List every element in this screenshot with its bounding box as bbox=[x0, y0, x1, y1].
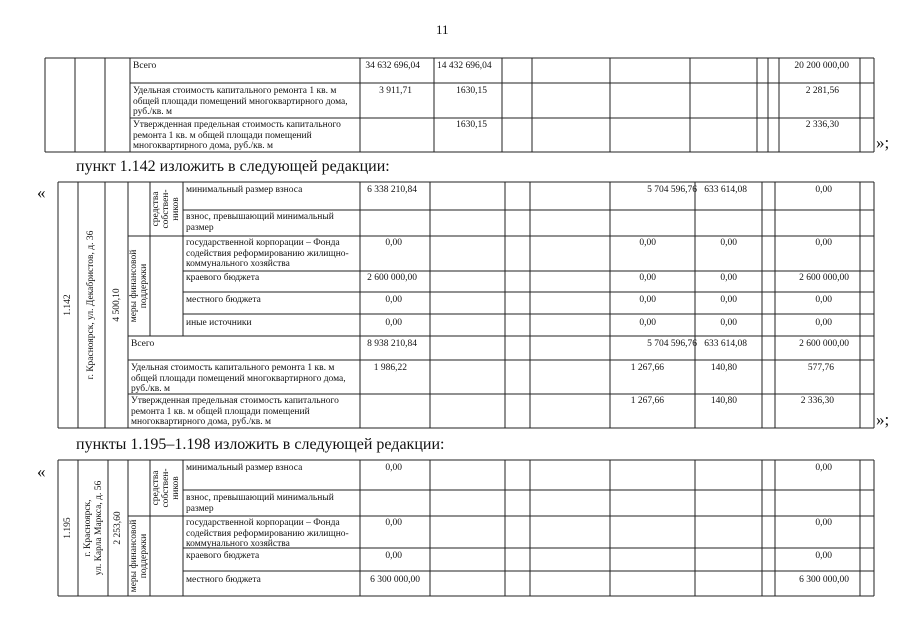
table-cell-label: государственной корпорации – Фонда содействия реформированию жилищно-коммунального хозяйства bbox=[186, 518, 349, 549]
table-cell-value: 1 986,22 bbox=[373, 363, 407, 373]
group-label-owners: средства собствен-ников bbox=[151, 468, 181, 508]
table-cell-value: 0,00 bbox=[815, 551, 832, 561]
group-label-support: меры финансовой поддержки bbox=[129, 519, 149, 593]
table-cell-value: 5 704 596,76 bbox=[647, 185, 697, 195]
table-cell-value: 6 300 000,00 bbox=[799, 575, 849, 585]
address-line2: ул. Карла Маркса, д. 56 bbox=[94, 480, 104, 576]
table-cell-value: 0,00 bbox=[639, 273, 656, 283]
table-cell-value: 0,00 bbox=[385, 318, 402, 328]
table-cell-label: Утвержденная предельная стоимость капитального ремонта 1 кв. м общей площади помещений многоквартирного дома, руб./кв. м bbox=[131, 396, 339, 427]
table-cell-label: краевого бюджета bbox=[186, 273, 260, 283]
area-cell: 4 500,10 bbox=[112, 288, 122, 322]
table-cell-label: Всего bbox=[131, 339, 155, 349]
opening-quote-mark: « bbox=[37, 462, 46, 481]
table-cell-label: местного бюджета bbox=[186, 575, 261, 585]
table-cell-value: 0,00 bbox=[720, 295, 737, 305]
table-cell-label: минимальный размер взноса bbox=[186, 185, 303, 195]
table-cell-value: 1630,15 bbox=[456, 86, 487, 96]
table-cell-value: 2 281,56 bbox=[805, 86, 839, 96]
table-cell-label: Удельная стоимость капитального ремонта 1 кв. м общей площади помещений многоквартирного дома, руб./кв. м bbox=[133, 86, 348, 117]
table-cell-value: 140,80 bbox=[710, 396, 737, 406]
table-cell-value: 2 600 000,00 bbox=[367, 273, 417, 283]
page-number: 11 bbox=[436, 22, 449, 37]
table-cell-label: краевого бюджета bbox=[186, 551, 260, 561]
table-cell-value: 0,00 bbox=[639, 238, 656, 248]
table-cell-value: 577,76 bbox=[807, 363, 834, 373]
address-cell: г. Красноярск, ул. Декабристов, д. 36 bbox=[86, 230, 96, 380]
table-cell-value: 6 338 210,84 bbox=[367, 185, 417, 195]
table-cell-value: 0,00 bbox=[720, 273, 737, 283]
table-cell-value: 2 336,30 bbox=[800, 396, 834, 406]
table-cell-value: 0,00 bbox=[720, 318, 737, 328]
opening-quote-mark: « bbox=[37, 183, 46, 202]
table-cell-value: 2 600 000,00 bbox=[799, 273, 849, 283]
section-heading: пункт 1.142 изложить в следующей редакции: bbox=[76, 158, 390, 175]
table-cell-value: 2 600 000,00 bbox=[799, 339, 849, 349]
table-cell-value: 1630,15 bbox=[456, 120, 487, 130]
table-cell-label: взнос, превышающий минимальный размер bbox=[186, 212, 334, 233]
row-number: 1.142 bbox=[63, 294, 73, 316]
area-cell: 2 253,60 bbox=[113, 511, 123, 545]
table-cell-value: 6 300 000,00 bbox=[370, 575, 420, 585]
table-cell-value: 0,00 bbox=[815, 518, 832, 528]
group-label-owners: средства собствен-ников bbox=[151, 189, 181, 229]
table-cell-label: Утвержденная предельная стоимость капитального ремонта 1 кв. м общей площади помещений многоквартирного дома, руб./кв. м bbox=[133, 120, 341, 151]
table-cell-value: 20 200 000,00 bbox=[794, 61, 849, 71]
table-cell-value: 0,00 bbox=[385, 238, 402, 248]
table-cell-value: 0,00 bbox=[385, 551, 402, 561]
table-cell-value: 5 704 596,76 bbox=[647, 339, 697, 349]
table-cell-value: 0,00 bbox=[720, 238, 737, 248]
row-number: 1.195 bbox=[63, 517, 73, 539]
table-cell-value: 0,00 bbox=[815, 238, 832, 248]
table-cell-label: минимальный размер взноса bbox=[186, 463, 303, 473]
table-cell-value: 0,00 bbox=[815, 318, 832, 328]
table-cell-value: 3 911,71 bbox=[379, 86, 412, 96]
address-line1: г. Красноярск, bbox=[83, 499, 93, 557]
table-cell-label: Всего bbox=[133, 61, 157, 71]
table-cell-label: Удельная стоимость капитального ремонта 1 кв. м общей площади помещений многоквартирного дома, руб./кв. м bbox=[131, 363, 346, 394]
table-cell-value: 0,00 bbox=[815, 463, 832, 473]
table-cell-value: 34 632 696,04 bbox=[365, 61, 420, 71]
section-heading: пункты 1.195–1.198 изложить в следующей редакции: bbox=[76, 436, 445, 453]
table-cell-label: взнос, превышающий минимальный размер bbox=[186, 493, 334, 514]
table-cell-value: 0,00 bbox=[815, 185, 832, 195]
table-cell-value: 0,00 bbox=[385, 295, 402, 305]
table-cell-value: 0,00 bbox=[385, 518, 402, 528]
table-cell-value: 14 432 696,04 bbox=[437, 61, 492, 71]
closing-quote-mark: »; bbox=[876, 410, 890, 429]
table-cell-value: 140,80 bbox=[710, 363, 737, 373]
table-cell-value: 633 614,08 bbox=[704, 185, 747, 195]
table-cell-value: 0,00 bbox=[815, 295, 832, 305]
closing-quote-mark: »; bbox=[876, 133, 890, 152]
table-cell-value: 2 336,30 bbox=[805, 120, 839, 130]
table-cell-value: 0,00 bbox=[639, 318, 656, 328]
table-cell-value: 633 614,08 bbox=[704, 339, 747, 349]
table-cell-value: 1 267,66 bbox=[630, 363, 664, 373]
table-cell-value: 0,00 bbox=[385, 463, 402, 473]
table-cell-value: 8 938 210,84 bbox=[367, 339, 417, 349]
table-cell-label: государственной корпорации – Фонда содействия реформированию жилищно-коммунального хозяйства bbox=[186, 238, 349, 269]
table-cell-value: 0,00 bbox=[639, 295, 656, 305]
group-label-support: меры финансовой поддержки bbox=[129, 249, 149, 323]
table-cell-label: иные источники bbox=[186, 318, 252, 328]
table-cell-value: 1 267,66 bbox=[630, 396, 664, 406]
table-cell-label: местного бюджета bbox=[186, 295, 261, 305]
